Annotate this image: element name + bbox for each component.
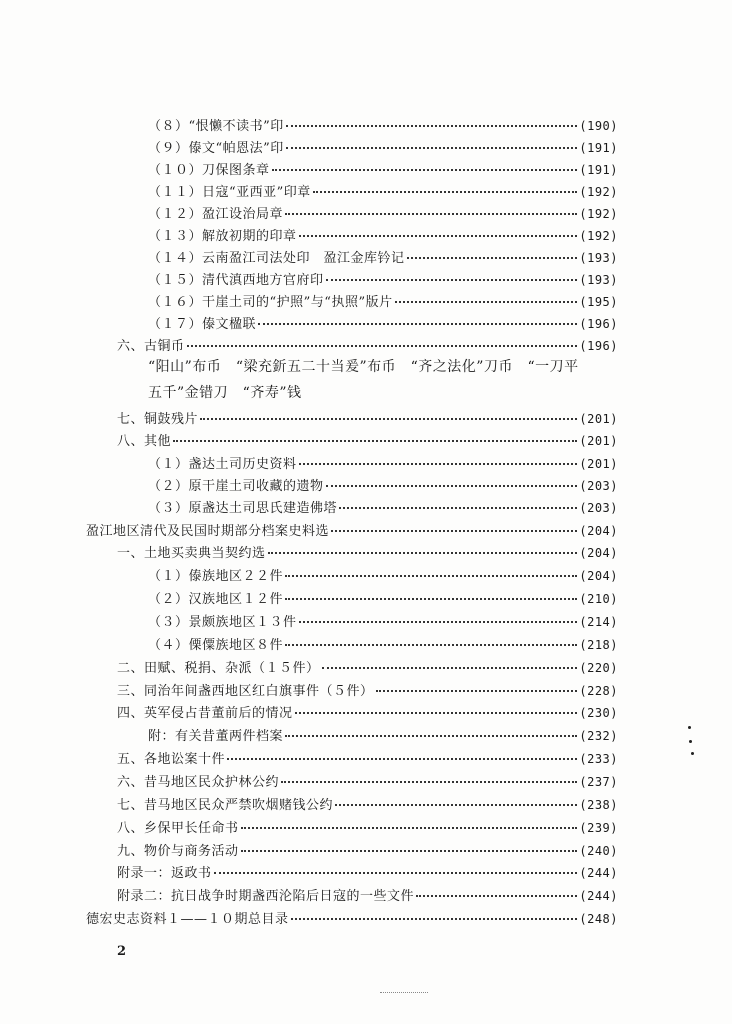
toc-entry-title: （１）傣族地区２２件: [148, 569, 284, 584]
toc-entry-page: (193): [579, 251, 618, 265]
toc-entry: [148, 476, 618, 496]
toc-entry: [148, 589, 618, 609]
dot-leader: [322, 661, 578, 669]
toc-entry-page: (193): [579, 273, 618, 287]
dot-leader: [285, 638, 577, 646]
dot-leader: [241, 844, 578, 852]
toc-entry-title: 附录二：抗日战争时期盏西沦陷后日寇的一些文件: [117, 889, 415, 904]
toc-entry-title: 附：有关昔董两件档案: [148, 729, 284, 744]
toc-entry: [148, 204, 618, 224]
toc-entry-title: 五、各地讼案十件: [117, 752, 226, 767]
toc-entry: [148, 314, 618, 334]
toc-entry-title: （１３）解放初期的印章: [148, 229, 297, 244]
toc-entry: [148, 248, 618, 268]
toc-entry-page: (196): [579, 317, 618, 331]
scan-speck: [688, 726, 691, 729]
toc-entry-title: 六、古铜币: [117, 339, 185, 354]
toc-entry-page: (191): [579, 141, 618, 155]
toc-entry-title: 六、昔马地区民众护林公约: [117, 775, 280, 790]
toc-entry-title: 九、物价与商务活动: [117, 844, 239, 859]
toc-entry: [148, 292, 618, 312]
toc-entry-page: (228): [579, 684, 618, 698]
toc-entry: [117, 336, 618, 356]
toc-entry-title: （９）傣文“帕恩法”印: [148, 141, 284, 156]
toc-entry: [117, 863, 618, 883]
page-number: 2: [117, 944, 127, 959]
toc-entry-page: (244): [579, 866, 618, 880]
toc-entry-title: （８）“恨懒不读书”印: [148, 119, 284, 134]
toc-entry: [148, 454, 618, 474]
toc-entry-page: (192): [579, 207, 618, 221]
dot-leader: [416, 889, 577, 897]
toc-entry: [117, 818, 618, 838]
dot-leader: [335, 798, 577, 806]
toc-entry: [117, 795, 618, 815]
toc-entry: [148, 726, 618, 746]
toc-entry-title: （３）景颇族地区１３件: [148, 615, 297, 630]
toc-entry-title: （２）汉族地区１２件: [148, 592, 284, 607]
dot-leader: [173, 434, 577, 442]
toc-entry-page: (232): [579, 729, 618, 743]
toc-entry: [117, 886, 618, 906]
toc-entry-page: (218): [579, 638, 618, 652]
toc-entry-page: (201): [579, 412, 618, 426]
coin-list-line: “阳山”布币 “梁充釿五二十当爰”布币 “齐之法化”刀币 “一刀平: [148, 359, 579, 375]
dot-leader: [331, 524, 577, 532]
toc-entry-title: 八、其他: [117, 434, 172, 449]
toc-entry: [148, 226, 618, 246]
dot-leader: [326, 479, 578, 487]
toc-entry: [148, 116, 618, 136]
toc-entry: [148, 138, 618, 158]
toc-entry: [117, 431, 618, 451]
toc-entry-page: (220): [579, 661, 618, 675]
toc-entry-title: 四、英军侵占昔董前后的情况: [117, 706, 293, 721]
toc-entry-title: 一、土地买卖典当契约选: [117, 546, 266, 561]
toc-entry-title: （１１）日寇“亚西亚”印章: [148, 185, 311, 200]
toc-entry-page: (201): [579, 457, 618, 471]
toc-entry-page: (203): [579, 501, 618, 515]
toc-entry-page: (240): [579, 844, 618, 858]
toc-entry-title: 三、同治年间盏西地区红白旗事件（５件）: [117, 684, 374, 699]
dot-leader: [376, 684, 578, 692]
toc-entry-page: (203): [579, 479, 618, 493]
toc-entry-title: （１）盏达土司历史资料: [148, 457, 297, 472]
dot-leader: [281, 775, 577, 783]
toc-entry-page: (192): [579, 229, 618, 243]
dot-leader: [214, 866, 578, 874]
dot-leader: [268, 546, 578, 554]
scan-mark: [380, 992, 428, 993]
toc-entry: [148, 160, 618, 180]
dot-leader: [299, 457, 578, 465]
toc-entry-title: （１６）干崖土司的“护照”与“执照”版片: [148, 295, 393, 310]
toc-entry-title: （１７）傣文楹联: [148, 317, 257, 332]
toc-entry-title: （４）傈僳族地区８件: [148, 638, 284, 653]
dot-leader: [285, 207, 577, 215]
dot-leader: [200, 412, 577, 420]
toc-entry-title: （２）原干崖土司收藏的遗物: [148, 479, 324, 494]
dot-leader: [299, 615, 578, 623]
toc-entry: [148, 182, 618, 202]
dot-leader: [272, 163, 578, 171]
dot-leader: [291, 912, 578, 920]
toc-entry: [117, 841, 618, 861]
toc-entry-page: (204): [579, 546, 618, 560]
dot-leader: [227, 752, 577, 760]
toc-entry: [148, 612, 618, 632]
dot-leader: [258, 317, 577, 325]
toc-entry: [117, 772, 618, 792]
toc-entry-title: 七、昔马地区民众严禁吹烟赌钱公约: [117, 798, 334, 813]
toc-entry-page: (192): [579, 185, 618, 199]
toc-entry-title: 七、铜鼓残片: [117, 412, 199, 427]
toc-entry-title: 二、田赋、税捐、杂派（１５件）: [117, 661, 320, 676]
toc-entry: [86, 521, 618, 541]
toc-entry-page: (248): [579, 912, 618, 926]
toc-entry-title: （１０）刀保图条章: [148, 163, 270, 178]
dot-leader: [286, 141, 578, 149]
toc-entry-page: (191): [579, 163, 618, 177]
toc-entry-page: (233): [579, 752, 618, 766]
toc-entry-page: (244): [579, 889, 618, 903]
toc-entry-title: 附录一：返政书: [117, 866, 212, 881]
toc-entry: [117, 703, 618, 723]
toc-entry: [117, 409, 618, 429]
toc-entry-title: （１２）盈江设治局章: [148, 207, 284, 222]
toc-entry-page: (204): [579, 524, 618, 538]
dot-leader: [313, 185, 578, 193]
toc-entry-page: (210): [579, 592, 618, 606]
toc-entry: [148, 270, 618, 290]
toc-entry-page: (195): [579, 295, 618, 309]
dot-leader: [285, 569, 577, 577]
toc-entry-page: (196): [579, 339, 618, 353]
toc-entry-page: (230): [579, 706, 618, 720]
dot-leader: [326, 273, 578, 281]
dot-leader: [395, 295, 578, 303]
toc-entry-page: (190): [579, 119, 618, 133]
toc-entry-title: 盈江地区清代及民国时期部分档案史料选: [86, 524, 330, 539]
dot-leader: [187, 339, 578, 347]
toc-entry: [117, 681, 618, 701]
scan-speck: [689, 740, 692, 743]
dot-leader: [339, 501, 577, 509]
dot-leader: [285, 592, 577, 600]
dot-leader: [295, 706, 578, 714]
toc-entry-title: （１４）云南盈江司法处印 盈江金库钤记: [148, 251, 405, 266]
toc-entry-title: （１５）清代滇西地方官府印: [148, 273, 324, 288]
toc-entry: [86, 909, 618, 929]
toc-entry-title: 八、乡保甲长任命书: [117, 821, 239, 836]
toc-entry-page: (238): [579, 798, 618, 812]
toc-entry: [117, 749, 618, 769]
toc-entry: [117, 543, 618, 563]
toc-entry-page: (214): [579, 615, 618, 629]
dot-leader: [299, 229, 578, 237]
dot-leader: [286, 119, 578, 127]
toc-entry: [148, 498, 618, 518]
toc-entry: [148, 635, 618, 655]
scan-speck: [691, 752, 694, 755]
toc-entry-page: (239): [579, 821, 618, 835]
toc-entry-page: (204): [579, 569, 618, 583]
toc-entry: [117, 658, 618, 678]
toc-entry: [148, 566, 618, 586]
toc-entry-page: (201): [579, 434, 618, 448]
coin-list-line: 五千”金错刀 “齐寿”钱: [148, 385, 302, 401]
dot-leader: [407, 251, 578, 259]
dot-leader: [285, 729, 577, 737]
dot-leader: [241, 821, 578, 829]
toc-entry-title: 德宏史志资料１——１０期总目录: [86, 912, 289, 927]
toc-entry-page: (237): [579, 775, 618, 789]
toc-entry-title: （３）原盏达土司思氏建造佛塔: [148, 501, 338, 516]
